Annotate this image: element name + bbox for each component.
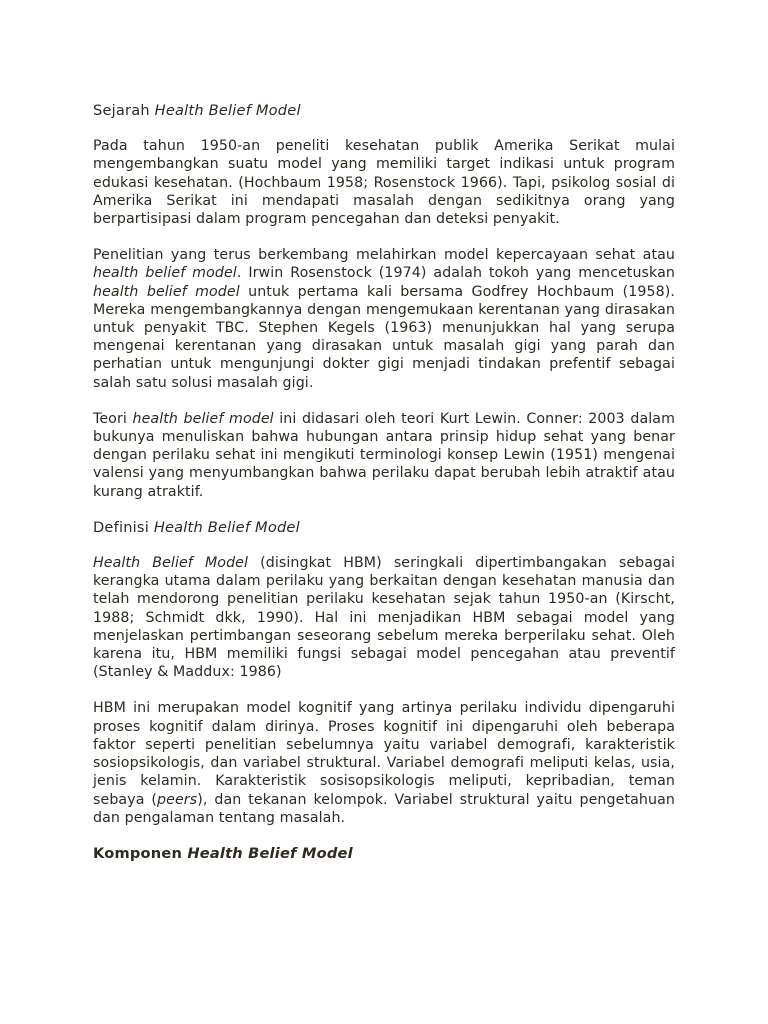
- section-heading-italic-text: Health Belief Model: [154, 102, 301, 119]
- paragraph-text: untuk pertama kali bersama Godfrey Hochbaum (1958). Mereka mengembangkannya dengan mengemukaan kerentanan yang dirasakan untuk penyakit TBC. Stephen Kegels (1963) menunjukkan hal yang serupa mengenai kerentanan yang dirasakan untuk masalah gigi yang parah dan perhatian untuk mengunjungi dokter gigi menjadi tindakan prefentif sebagai salah satu solusi masalah gigi.: [93, 283, 675, 391]
- italic-term: peers: [157, 791, 198, 808]
- paragraph-text: ), dan tekanan kelompok. Variabel struktural yaitu pengetahuan dan pengalaman tentang masalah.: [93, 791, 675, 826]
- italic-term: Health Belief Model: [93, 555, 249, 572]
- paragraph-text: Pada tahun 1950-an peneliti kesehatan publik Amerika Serikat mulai mengembangkan suatu model yang memiliki target indikasi untuk program edukasi kesehatan. (Hochbaum 1958; Rosenstock 1966). Tapi, psikolog sosial di Amerika Serikat ini mendapati masalah dengan sedikitnya orang yang berpartisipasi dalam program pencegahan dan deteksi penyakit.: [93, 138, 675, 228]
- section-heading: [93, 102, 675, 120]
- section-heading-text: Definisi: [93, 518, 154, 536]
- body-paragraph: [93, 410, 675, 501]
- body-paragraph: [93, 699, 675, 826]
- italic-term: health belief model: [93, 283, 240, 300]
- section-heading-text: Komponen: [93, 844, 188, 862]
- paragraph-text: Penelitian yang terus berkembang melahirkan model kepercayaan sehat atau: [93, 247, 675, 264]
- section-heading: [93, 519, 675, 537]
- paragraph-text: Teori: [93, 410, 133, 427]
- section-heading: [93, 845, 675, 863]
- paragraph-text: ini didasari oleh teori Kurt Lewin. Conner: 2003 dalam bukunya menuliskan bahwa hubungan antara prinsip hidup sehat yang benar dengan perilaku sehat ini mengikuti terminologi konsep Lewin (1951) mengenai valensi yang menyumbangkan bahwa perilaku dapat berubah lebih atraktif atau kurang atraktif.: [93, 410, 675, 500]
- italic-term: health belief model: [93, 265, 237, 282]
- section-heading-italic-text: Health Belief Model: [153, 518, 300, 536]
- italic-term: health belief model: [132, 410, 274, 427]
- paragraph-text: HBM ini merupakan model kognitif yang artinya perilaku individu dipengaruhi proses kognitif dalam dirinya. Proses kognitif ini dipengaruhi oleh beberapa faktor seperti penelitian sebelumnya yaitu variabel demografi, karakteristik sosiopsikologis, dan variabel struktural. Variabel demografi meliputi kelas, usia, jenis kelamin. Karakteristik sosisopsikologis meliputi, kepribadian, teman sebaya (: [93, 700, 675, 808]
- paragraph-text: (disingkat HBM) seringkali dipertimbangakan sebagai kerangka utama dalam perilaku yang berkaitan dengan kesehatan manusia dan telah mendorong penelitian perilaku kesehatan sejak tahun 1950-an (Kirscht, 1988; Schmidt dkk, 1990). Hal ini menjadikan HBM sebagai model yang menjelaskan pertimbangan seseorang sebelum mereka berperilaku sehat. Oleh karena itu, HBM memiliki fungsi sebagai model pencegahan atau preventif (Stanley & Maddux: 1986): [93, 555, 675, 681]
- section-heading-text: Sejarah: [93, 102, 155, 119]
- body-paragraph: [93, 246, 675, 392]
- body-paragraph: [93, 554, 675, 681]
- body-paragraph: [93, 137, 675, 228]
- section-heading-italic-text: Health Belief Model: [187, 844, 353, 862]
- paragraph-text: . Irwin Rosenstock (1974) adalah tokoh yang mencetuskan: [236, 265, 675, 282]
- document-body: [93, 102, 675, 880]
